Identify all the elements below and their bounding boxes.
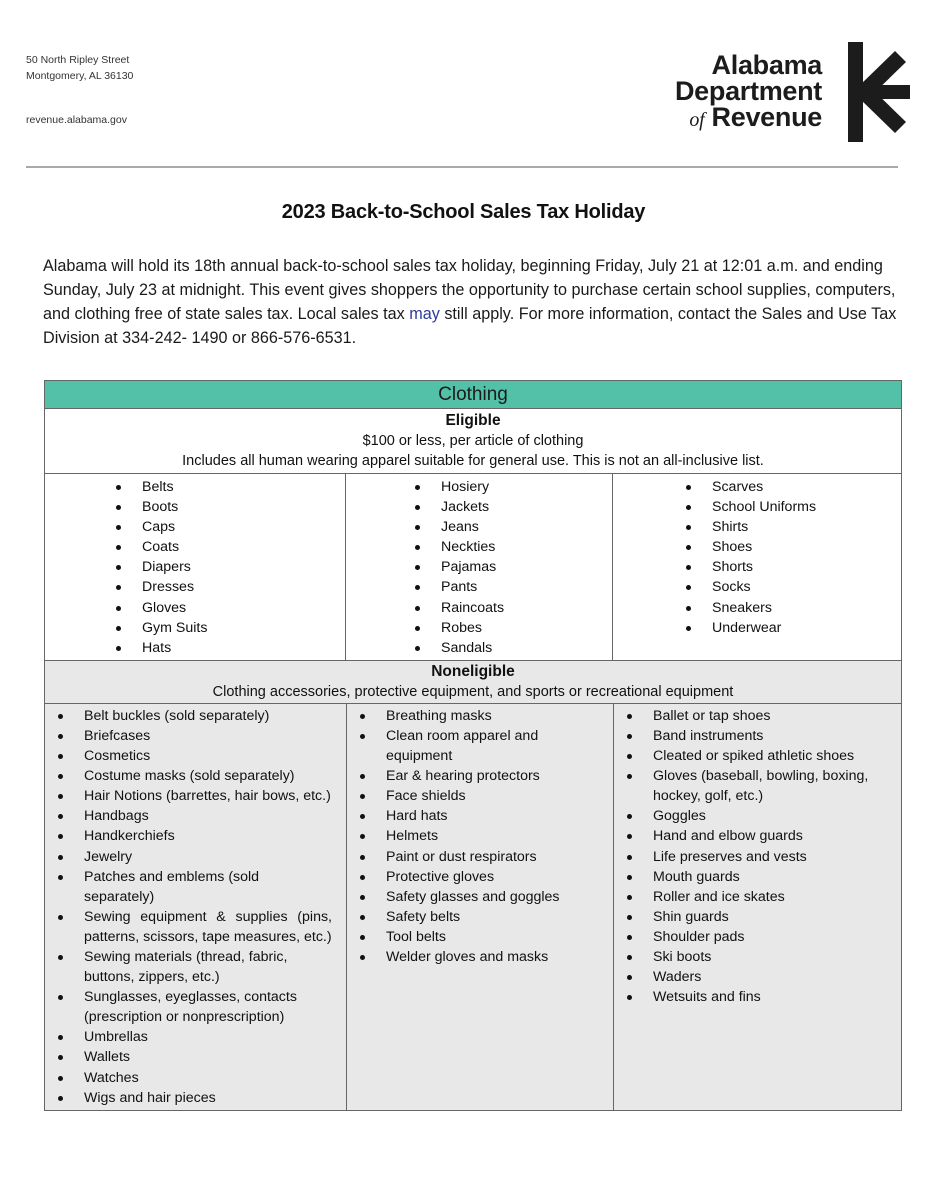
page-title: 2023 Back-to-School Sales Tax Holiday	[281, 201, 646, 223]
list-item: Safety glasses and goggles	[357, 887, 605, 907]
list-item: Raincoats	[412, 598, 612, 618]
list-item: Welder gloves and masks	[357, 947, 605, 967]
list-item: Hosiery	[412, 477, 612, 497]
intro-paragraph: Alabama will hold its 18th annual back-to-school sales tax holiday, beginning Friday, July 21 at 12:01 a.m. and ending Sunday, July 23 at midnight. This event gives shoppers the opportunity to purchase certain school supplies, computers, and clothing free of state sales tax. Local sales tax may still apply. For more information, contact the Sales and Use Tax Division at 334-242- 1490 or 866-576-6531.	[43, 257, 897, 347]
emphasis-may: may	[409, 305, 440, 323]
list-item: Diapers	[113, 557, 345, 577]
list-item: Watches	[55, 1068, 332, 1088]
list-item: Shorts	[683, 557, 901, 577]
list-item: Jewelry	[55, 847, 332, 867]
list-item: Hard hats	[357, 806, 605, 826]
list-item: Hats	[113, 638, 345, 658]
list-item: Breathing masks	[357, 706, 605, 726]
list-item: Belt buckles (sold separately)	[55, 706, 332, 726]
list-item: Face shields	[357, 786, 605, 806]
table-header-clothing: Clothing	[45, 381, 901, 409]
list-item: Ear & hearing protectors	[357, 766, 605, 786]
list-item: Sewing materials (thread, fabric, buttons, zippers, etc.)	[55, 947, 332, 987]
eligible-description: Includes all human wearing apparel suitable for general use. This is not an all-inclusive list.	[182, 453, 764, 469]
address-block	[26, 52, 133, 84]
list-item: Shoes	[683, 537, 901, 557]
list-item: Wigs and hair pieces	[55, 1088, 332, 1108]
address-city: Montgomery, AL 36130	[26, 70, 134, 82]
noneligible-description: Clothing accessories, protective equipment, and sports or recreational equipment	[212, 683, 734, 700]
list-item: Wallets	[55, 1047, 332, 1067]
list-item: Helmets	[357, 826, 605, 846]
list-item: Shin guards	[624, 907, 901, 927]
list-item: Sunglasses, eyeglasses, contacts (prescription or nonprescription)	[55, 987, 332, 1027]
eligible-column-2	[346, 474, 613, 660]
clothing-table	[44, 380, 902, 1111]
list-item: Wetsuits and fins	[624, 987, 901, 1007]
list-item: Briefcases	[55, 726, 332, 746]
list-item: Belts	[113, 477, 345, 497]
list-item: Clean room apparel and equipment	[357, 726, 605, 766]
list-item: Patches and emblems (sold separately)	[55, 867, 332, 907]
website-text: revenue.alabama.gov	[26, 114, 127, 126]
list-item: Hand and elbow guards	[624, 826, 901, 846]
noneligible-column-1	[45, 704, 347, 1110]
list-item: Boots	[113, 497, 345, 517]
list-item: Gym Suits	[113, 618, 345, 638]
list-item: Ballet or tap shoes	[624, 706, 901, 726]
list-item: Goggles	[624, 806, 901, 826]
list-item: Scarves	[683, 477, 901, 497]
logo-line-revenue: of Revenue	[689, 102, 822, 132]
ador-logo	[640, 40, 910, 145]
address-street: 50 North Ripley Street	[26, 54, 130, 66]
noneligible-heading: Noneligible	[431, 662, 515, 680]
eligible-heading: Eligible	[445, 412, 501, 429]
list-item: Handkerchiefs	[55, 826, 332, 846]
list-item: Hair Notions (barrettes, hair bows, etc.)	[55, 786, 332, 806]
list-item: Waders	[624, 967, 901, 987]
list-item: Cosmetics	[55, 746, 332, 766]
logo-line-alabama: Alabama	[711, 50, 822, 80]
list-item: Sneakers	[683, 598, 901, 618]
logo-wordmark	[675, 52, 822, 133]
list-item: Dresses	[113, 577, 345, 597]
asterisk-k-mark-icon	[848, 42, 910, 142]
list-item: Band instruments	[624, 726, 901, 746]
list-item: Shoulder pads	[624, 927, 901, 947]
list-item: Paint or dust respirators	[357, 847, 605, 867]
logo-line-department: Department	[674, 76, 822, 106]
noneligible-column-3	[614, 704, 901, 1110]
list-item: Pants	[412, 577, 612, 597]
list-item: Jackets	[412, 497, 612, 517]
eligible-column-3	[613, 474, 901, 660]
header-divider	[26, 166, 898, 168]
noneligible-section-header	[45, 661, 901, 704]
list-item: Mouth guards	[624, 867, 901, 887]
eligible-column-1	[45, 474, 346, 660]
list-item: Safety belts	[357, 907, 605, 927]
noneligible-items-row	[45, 704, 901, 1110]
list-item: Gloves (baseball, bowling, boxing, hockey, golf, etc.)	[624, 766, 901, 806]
list-item: Robes	[412, 618, 612, 638]
list-item: School Uniforms	[683, 497, 901, 517]
list-item: Umbrellas	[55, 1027, 332, 1047]
list-item: Tool belts	[357, 927, 605, 947]
eligible-section-header	[45, 409, 901, 474]
list-item: Handbags	[55, 806, 332, 826]
list-item: Roller and ice skates	[624, 887, 901, 907]
list-item: Cleated or spiked athletic shoes	[624, 746, 901, 766]
noneligible-column-2	[347, 704, 614, 1110]
list-item: Sandals	[412, 638, 612, 658]
eligible-price-limit: $100 or less, per article of clothing	[362, 433, 584, 449]
list-item: Shirts	[683, 517, 901, 537]
list-item: Costume masks (sold separately)	[55, 766, 332, 786]
list-item: Underwear	[683, 618, 901, 638]
list-item: Gloves	[113, 598, 345, 618]
list-item: Jeans	[412, 517, 612, 537]
list-item: Pajamas	[412, 557, 612, 577]
list-item: Socks	[683, 577, 901, 597]
list-item: Caps	[113, 517, 345, 537]
list-item: Sewing equipment & supplies (pins, patterns, scissors, tape measures, etc.)	[55, 907, 332, 947]
eligible-items-row	[45, 474, 901, 661]
list-item: Life preserves and vests	[624, 847, 901, 867]
list-item: Ski boots	[624, 947, 901, 967]
list-item: Coats	[113, 537, 345, 557]
list-item: Neckties	[412, 537, 612, 557]
list-item: Protective gloves	[357, 867, 605, 887]
